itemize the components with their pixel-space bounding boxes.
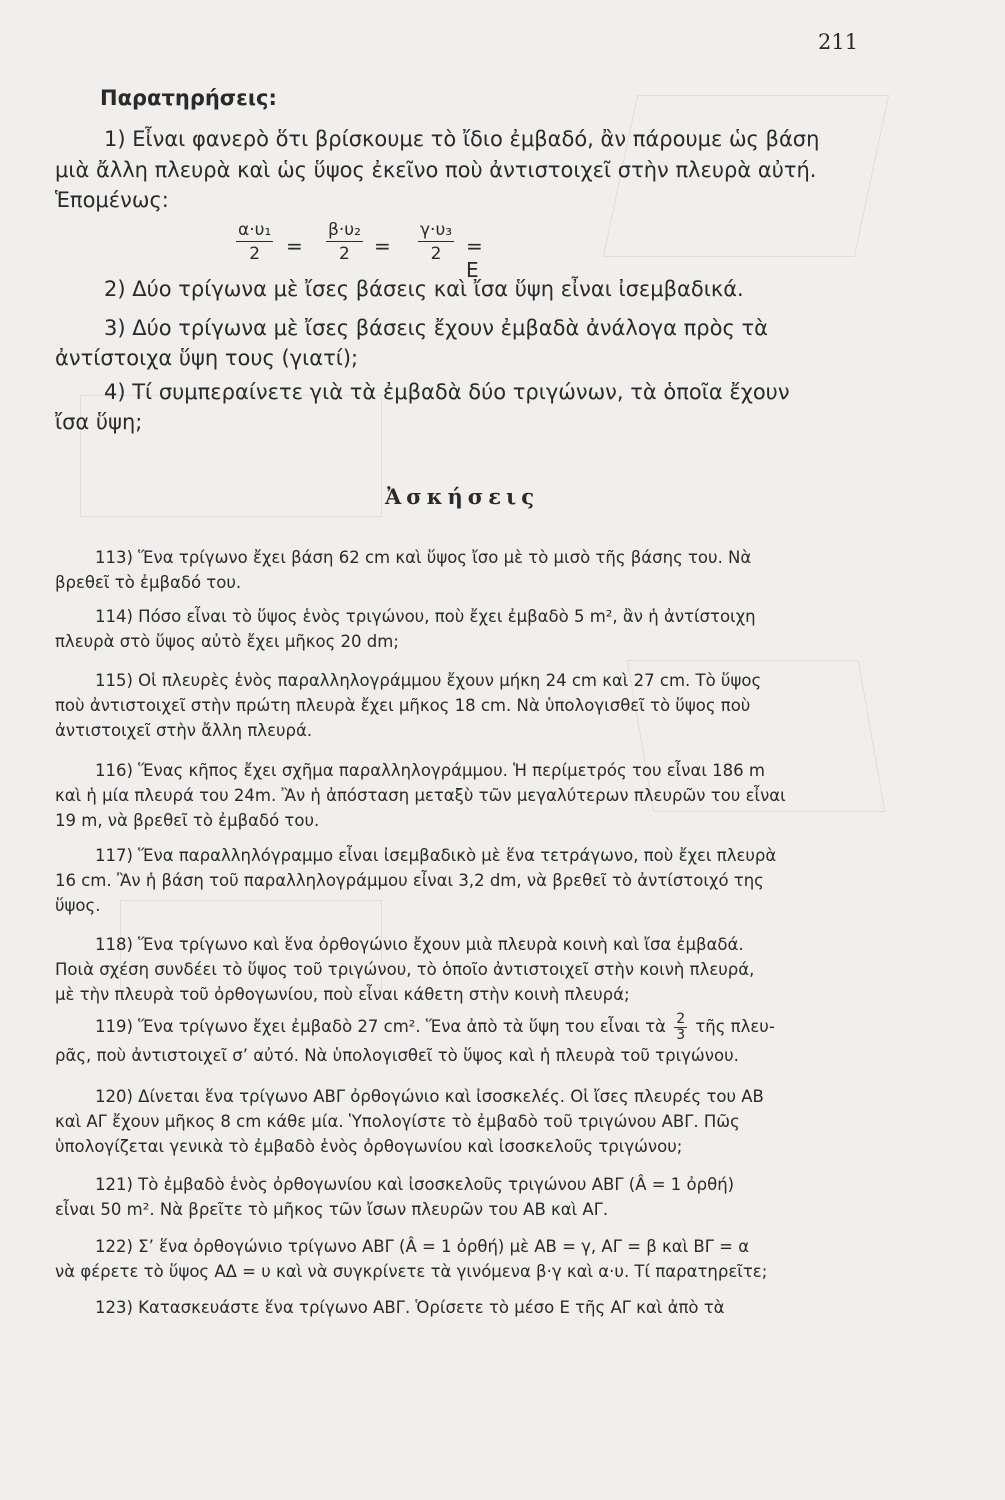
page-number: 211	[818, 30, 859, 54]
exercise-line: 121) Τὸ ἐμβαδὸ ἑνὸς ὀρθογωνίου καὶ ἰσοσκελοῦς τριγώνου ΑΒΓ (Â = 1 ὀρθή)	[95, 1175, 735, 1194]
exercise-line: πλευρὰ στὸ ὕψος αὐτὸ ἔχει μῆκος 20 dm;	[55, 632, 399, 651]
exercise-119	[55, 1012, 835, 1068]
equals-2: =	[374, 234, 391, 258]
remark-2: 2) Δύο τρίγωνα μὲ ἴσες βάσεις καὶ ἴσα ὕψη εἶναι ἰσεμβαδικά.	[104, 277, 744, 301]
exercise-116	[55, 758, 835, 833]
exercise-122	[55, 1234, 835, 1284]
fraction-2	[326, 220, 363, 264]
exercise-line: 118) Ἕνα τρίγωνο καὶ ἕνα ὀρθογώνιο ἔχουν μιὰ πλευρὰ κοινὴ καὶ ἴσα ἐμβαδά.	[95, 935, 744, 954]
exercise-line: 115) Οἱ πλευρὲς ἑνὸς παραλληλογράμμου ἔχουν μήκη 24 cm καὶ 27 cm. Τὸ ὕψος	[95, 671, 762, 690]
exercise-line: 19 m, νὰ βρεθεῖ τὸ ἐμβαδό του.	[55, 811, 320, 830]
exercise-119-text-a: 119) Ἕνα τρίγωνο ἔχει ἐμβαδὸ 27 cm². Ἕνα ἀπὸ τὰ ὕψη του εἶναι τὰ	[95, 1017, 666, 1036]
equals-1: =	[286, 234, 303, 258]
fraction-1-denominator: 2	[249, 244, 261, 264]
exercise-line: ἀντιστοιχεῖ στὴν ἄλλη πλευρά.	[55, 721, 313, 740]
fraction-denominator: 3	[676, 1027, 686, 1043]
exercise-113	[55, 545, 835, 595]
exercise-line: 117) Ἕνα παραλληλόγραμμο εἶναι ἰσεμβαδικὸ μὲ ἕνα τετράγωνο, ποὺ ἔχει πλευρὰ	[95, 846, 777, 865]
fraction-1	[236, 220, 273, 264]
exercise-line: 123) Κατασκευάστε ἕνα τρίγωνο ΑΒΓ. Ὁρίσετε τὸ μέσο Ε τῆς ΑΓ καὶ ἀπὸ τὰ	[95, 1298, 725, 1317]
exercises-title: Ἀσκήσεις	[385, 484, 539, 509]
remark-1-line-1: 1) Εἶναι φανερὸ ὅτι βρίσκουμε τὸ ἴδιο ἐμβαδό, ἂν πάρουμε ὡς βάση	[104, 127, 820, 151]
exercise-line: Ποιὰ σχέση συνδέει τὸ ὕψος τοῦ τριγώνου, τὸ ὁποῖο ἀντιστοιχεῖ στὴν κοινὴ πλευρά,	[55, 960, 755, 979]
exercise-line: 16 cm. Ἂν ἡ βάση τοῦ παραλληλογράμμου εἶναι 3,2 dm, νὰ βρεθεῖ τὸ ἀντίστοιχό της	[55, 871, 764, 890]
exercise-line: ὕψος.	[55, 896, 101, 915]
remark-3-line-2: ἀντίστοιχα ὕψη τους (γιατί);	[55, 346, 359, 370]
exercise-line	[55, 1012, 835, 1043]
exercise-120	[55, 1084, 835, 1159]
exercise-line: καὶ ἡ μία πλευρά του 24m. Ἂν ἡ ἀπόσταση μεταξὺ τῶν μεγαλύτερων πλευρῶν του εἶναι	[55, 786, 786, 805]
fraction-numerator: 2	[676, 1011, 686, 1027]
exercise-115	[55, 668, 835, 743]
exercise-line: ρᾶς, ποὺ ἀντιστοιχεῖ σ’ αὐτό. Νὰ ὑπολογισθεῖ τὸ ὕψος καὶ ἡ πλευρὰ τοῦ τριγώνου.	[55, 1046, 739, 1065]
exercise-123	[55, 1295, 835, 1320]
exercise-114	[55, 604, 835, 654]
remark-1-line-2: μιὰ ἄλλη πλευρὰ καὶ ὡς ὕψος ἐκεῖνο ποὺ ἀντιστοιχεῖ στὴν πλευρὰ αὐτή.	[55, 158, 817, 182]
fraction-2-denominator: 2	[339, 244, 350, 264]
remark-1-line-3: Ἑπομένως:	[55, 188, 169, 212]
remarks-heading: Παρατηρήσεις:	[100, 86, 277, 110]
exercise-line: ποὺ ἀντιστοιχεῖ στὴν πρώτη πλευρὰ ἔχει μῆκος 18 cm. Νὰ ὑπολογισθεῖ τὸ ὕψος ποὺ	[55, 696, 751, 715]
exercise-line: 114) Πόσο εἶναι τὸ ὕψος ἑνὸς τριγώνου, ποὺ ἔχει ἐμβαδὸ 5 m², ἂν ἡ ἀντίστοιχη	[95, 607, 756, 626]
exercise-118	[55, 932, 835, 1007]
exercise-line: 113) Ἕνα τρίγωνο ἔχει βάση 62 cm καὶ ὕψος ἴσο μὲ τὸ μισὸ τῆς βάσης του. Νὰ	[95, 548, 752, 567]
remark-4-line-1: 4) Τί συμπεραίνετε γιὰ τὰ ἐμβαδὰ δύο τριγώνων, τὰ ὁποῖα ἔχουν	[104, 380, 790, 404]
exercise-line: 120) Δίνεται ἕνα τρίγωνο ΑΒΓ ὀρθογώνιο καὶ ἰσοσκελές. Οἱ ἴσες πλευρές του ΑΒ	[95, 1087, 764, 1106]
exercise-line: εἶναι 50 m². Νὰ βρεῖτε τὸ μῆκος τῶν ἴσων πλευρῶν του ΑΒ καὶ ΑΓ.	[55, 1200, 609, 1219]
fraction-2-numerator: β·υ₂	[328, 220, 361, 240]
fraction-3-numerator: γ·υ₃	[420, 220, 453, 240]
exercise-line: 122) Σ’ ἕνα ὀρθογώνιο τρίγωνο ΑΒΓ (Â = 1 ὀρθή) μὲ ΑΒ = γ, ΑΓ = β καὶ ΒΓ = α	[95, 1237, 750, 1256]
exercise-line: νὰ φέρετε τὸ ὕψος ΑΔ = υ καὶ νὰ συγκρίνετε τὰ γινόμενα β·γ καὶ α·υ. Τί παρατηρεῖτε;	[55, 1262, 768, 1281]
exercise-line: μὲ τὴν πλευρὰ τοῦ ὀρθογωνίου, ποὺ εἶναι κάθετη στὴν κοινὴ πλευρά;	[55, 985, 630, 1004]
exercise-line: ὑπολογίζεται γενικὰ τὸ ἐμβαδὸ ἑνὸς ὀρθογωνίου καὶ ἰσοσκελοῦς τριγώνου;	[55, 1137, 683, 1156]
fraction-1-numerator: α·υ₁	[238, 220, 272, 240]
exercise-line: βρεθεῖ τὸ ἐμβαδό του.	[55, 573, 242, 592]
exercise-119-text-b: τῆς πλευ-	[695, 1017, 775, 1036]
exercise-117	[55, 843, 835, 918]
equals-e: = Ε	[466, 234, 483, 282]
fraction-3	[418, 220, 454, 264]
two-thirds-fraction	[674, 1012, 687, 1043]
exercise-line: 116) Ἕνας κῆπος ἔχει σχῆμα παραλληλογράμμου. Ἡ περίμετρός του εἶναι 186 m	[95, 761, 765, 780]
remark-4-line-2: ἴσα ὕψη;	[55, 410, 143, 434]
remark-3-line-1: 3) Δύο τρίγωνα μὲ ἴσες βάσεις ἔχουν ἐμβαδὰ ἀνάλογα πρὸς τὰ	[104, 316, 768, 340]
exercise-121	[55, 1172, 835, 1222]
fraction-3-denominator: 2	[430, 244, 442, 264]
exercise-line: καὶ ΑΓ ἔχουν μῆκος 8 cm κάθε μία. Ὑπολογίστε τὸ ἐμβαδὸ τοῦ τριγώνου ΑΒΓ. Πῶς	[55, 1112, 740, 1131]
